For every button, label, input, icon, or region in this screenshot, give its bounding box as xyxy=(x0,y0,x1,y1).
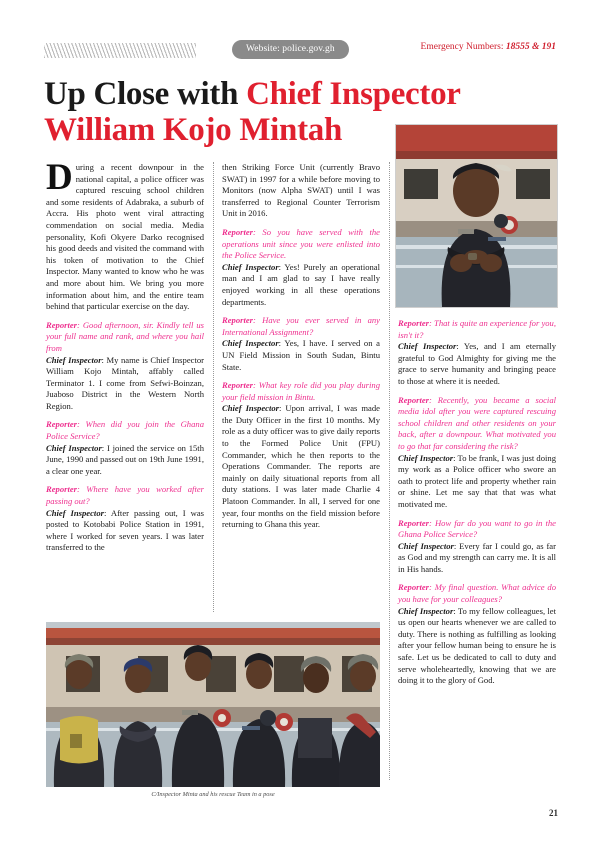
reporter-question: Reporter: That is quite an experience for you, isn't it? xyxy=(398,318,557,340)
inspector-label: Chief Inspector xyxy=(222,403,280,414)
question-text: How far do you want to go in the Ghana Police Service? xyxy=(398,517,556,540)
reporter-question: Reporter: Have you ever served in any International Assignment? xyxy=(222,315,380,337)
reporter-question: Reporter: Good afternoon, sir. Kindly tell us your full name and rank, and where you hail from xyxy=(46,319,204,353)
reporter-question: Reporter: When did you join the Ghana Police Service? xyxy=(46,419,204,442)
continuation-paragraph: then Striking Force Unit (currently Bravo SWAT) in 1997 for a while before moving to Monitors (now Alpha SWAT) until I was transferred to Regional Counter Terrorism Unit in 2016. xyxy=(222,162,380,219)
question-text: My final question. What advice do you have for your colleagues? xyxy=(398,582,556,605)
question-text: What key role did you play during your field mission in Bintu. xyxy=(222,380,380,402)
reporter-question: Reporter: My final question. What advice do you have for your colleagues? xyxy=(398,582,556,605)
page-header xyxy=(44,40,556,64)
article-column-3 xyxy=(398,318,556,687)
title-red-part: Chief Inspector William Kojo Mintah xyxy=(44,76,461,148)
inspector-answer: Chief Inspector: I joined the service on 15th June, 1990 and passed out on 19th June 1991, a clear one year. xyxy=(46,442,204,476)
emergency-numbers xyxy=(421,42,556,52)
reporter-label: Reporter xyxy=(222,226,254,237)
column-divider xyxy=(213,162,214,612)
website-badge: Website: police.gov.gh xyxy=(232,40,349,59)
question-text: Have you ever served in any International Assignment? xyxy=(222,315,380,337)
article-column-2 xyxy=(222,162,380,531)
inspector-label: Chief Inspector xyxy=(222,261,279,272)
inspector-answer: Chief Inspector: Yes, I have. I served on a UN Field Mission in South Sudan, Bintu State. xyxy=(222,338,381,372)
answer-text: My name is Chief Inspector William Kojo Mintah, affably called Terminator 1. I come from Sefwi-Boinzan, Juaboso District in the Western North Region. xyxy=(46,354,204,411)
answer-text: Every far I could go, as far as God and my strength can carry me. It is all in His hands. xyxy=(398,540,556,574)
question-text: So you have served with the operations unit since you were enlisted into the Police Service. xyxy=(222,226,380,261)
reporter-label: Reporter xyxy=(398,517,430,528)
answer-text: After passing out, I was posted to Kotobabi Police Station in 1991, where I worked for seven years. I was later transferred to the xyxy=(46,507,204,553)
reporter-question: Reporter: Where have you worked after passing out? xyxy=(46,484,204,507)
reporter-label: Reporter xyxy=(398,318,430,328)
answer-text: Yes, and I am eternally grateful to God Almighty for giving me the grace to serve humanity and bringing peace to those at where it is needed. xyxy=(398,341,556,386)
photo-caption: C/Inspector Minta and his rescue Team in a pose xyxy=(151,791,275,798)
question-text: When did you join the Ghana Police Service? xyxy=(46,419,204,442)
reporter-question: Reporter: How far do you want to go in the Ghana Police Service? xyxy=(398,517,556,540)
answer-text: Upon arrival, I was made the Duty Officer in the first 10 months. My role as a duty officer was to give daily reports to the Formed Police Unit (FPU) Commander, which he then reports to the Operations Commander. The reports are mainly on daily situational reports from all duty stations. I was later made Charlie 4 Platoon Commander. In all, I served for one year, four months on the field mission before returning to Ghana this year. xyxy=(222,403,380,530)
reporter-label: Reporter xyxy=(398,582,430,593)
reporter-question: Reporter: So you have served with the operations unit since you were enlisted into the Police Service. xyxy=(222,226,380,261)
article-column-1 xyxy=(46,157,204,554)
intro-paragraph: During a recent downpour in the national capital, a police officer was captured rescuing school children and some residents of Adabraka, a suburb of Accra. His photo went viral attracting commendation on social media. Media personality, Kofi Okyere Darko recognised his good deeds and visited the command with his token of motivation to the Chief Inspector. Many wanted to know who he was and more about him. We bring you more information about him, and the entire team behind that particular exercise on the day. xyxy=(46,157,204,312)
emergency-value: 18555 & 191 xyxy=(505,42,556,52)
inspector-label: Chief Inspector xyxy=(46,354,102,365)
reporter-label: Reporter xyxy=(46,484,78,495)
reporter-label: Reporter xyxy=(222,315,254,326)
inspector-answer: Chief Inspector: Every far I could go, as far as God and my strength can carry me. It is all in His hands. xyxy=(398,540,556,574)
inspector-answer: Chief Inspector: Yes! Purely an operational man and I am glad to say I have really enjoyed working in all these operations departments. xyxy=(222,261,381,307)
reporter-label: Reporter xyxy=(46,319,78,330)
officer-portrait-photo xyxy=(395,124,558,308)
reporter-question: Reporter: What key role did you play during your field mission in Bintu. xyxy=(222,380,380,402)
inspector-label: Chief Inspector xyxy=(398,341,457,352)
inspector-label: Chief Inspector xyxy=(46,442,102,453)
inspector-label: Chief Inspector xyxy=(46,507,104,518)
inspector-answer: Chief Inspector: My name is Chief Inspector William Kojo Mintah, affably called Terminator 1. I come from Sefwi-Boinzan, Juaboso District in the Western North Region. xyxy=(46,354,204,411)
title-black-part: Up Close with xyxy=(44,76,247,112)
inspector-label: Chief Inspector xyxy=(222,338,279,349)
answer-text: To my fellow colleagues, let us open our hearts whenever we are called to duty. There is nothing as fulfilling as looking after your fellow human being to ensure he is safe. Let us be dedicated to call to duty and serve wholeheartedly, knowing that we are doing it to the glory of God. xyxy=(398,605,556,686)
reporter-label: Reporter xyxy=(46,419,78,430)
question-text: Recently, you became a social media idol after you were captured rescuing school children and other residents on your back, after a downpour. What motivated you to go that far considering the risk? xyxy=(398,394,557,451)
page-number: 21 xyxy=(549,808,558,818)
inspector-answer: Chief Inspector: Upon arrival, I was made the Duty Officer in the first 10 months. My role as a duty officer was to give daily reports to the Formed Police Unit (FPU) Commander, which he then reports to the Operations Commander. The reports are mainly on daily situational reports from all duty stations. I was later made Charlie 4 Platoon Commander. In all, I served for one year, four months on the field mission before returning to Ghana this year. xyxy=(222,403,380,530)
question-text: Good afternoon, sir. Kindly tell us your full name and rank, and where you hail from xyxy=(46,319,204,353)
inspector-label: Chief Inspector xyxy=(398,540,454,551)
emergency-label: Emergency Numbers: xyxy=(420,42,506,52)
question-text: That is quite an experience for you, isn't it? xyxy=(398,318,557,340)
hatch-decoration-icon xyxy=(44,43,196,58)
answer-text: Yes! Purely an operational man and I am glad to say I have really enjoyed working in all these operations departments. xyxy=(222,261,381,307)
inspector-answer: Chief Inspector: To be frank, I was just doing my work as a Police officer who swore an oath to protect life and property whether rain or shine. Let me say that that was what motivated me. xyxy=(398,452,556,509)
reporter-label: Reporter xyxy=(222,380,254,391)
rescue-team-photo xyxy=(46,622,380,787)
question-text: Where have you worked after passing out? xyxy=(46,484,204,507)
column-divider xyxy=(389,162,390,780)
inspector-label: Chief Inspector xyxy=(398,452,454,463)
reporter-label: Reporter xyxy=(398,394,430,405)
answer-text: Yes, I have. I served on a UN Field Mission in South Sudan, Bintu State. xyxy=(222,338,381,372)
inspector-label: Chief Inspector xyxy=(398,605,454,616)
reporter-question: Reporter: Recently, you became a social media idol after you were captured rescuing school children and other residents on your back, after a downpour. What motivated you to go that far considering the risk? xyxy=(398,394,557,451)
inspector-answer: Chief Inspector: After passing out, I was posted to Kotobabi Police Station in 1991, where I worked for seven years. I was later transferred to the xyxy=(46,507,204,553)
inspector-answer: Chief Inspector: Yes, and I am eternally grateful to God Almighty for giving me the grace to serve humanity and bringing peace to those at where it is needed. xyxy=(398,341,556,386)
answer-text: To be frank, I was just doing my work as a Police officer who swore an oath to protect life and property whether rain or shine. Let me say that that was what motivated me. xyxy=(398,452,556,509)
inspector-answer: Chief Inspector: To my fellow colleagues, let us open our hearts whenever we are called to duty. There is nothing as fulfilling as looking after your fellow human being to ensure he is safe. Let us be dedicated to call to duty and serve wholeheartedly, knowing that we are doing it to the glory of God. xyxy=(398,605,556,686)
answer-text: I joined the service on 15th June, 1990 and passed out on 19th June 1991, a clear one year. xyxy=(46,442,204,476)
